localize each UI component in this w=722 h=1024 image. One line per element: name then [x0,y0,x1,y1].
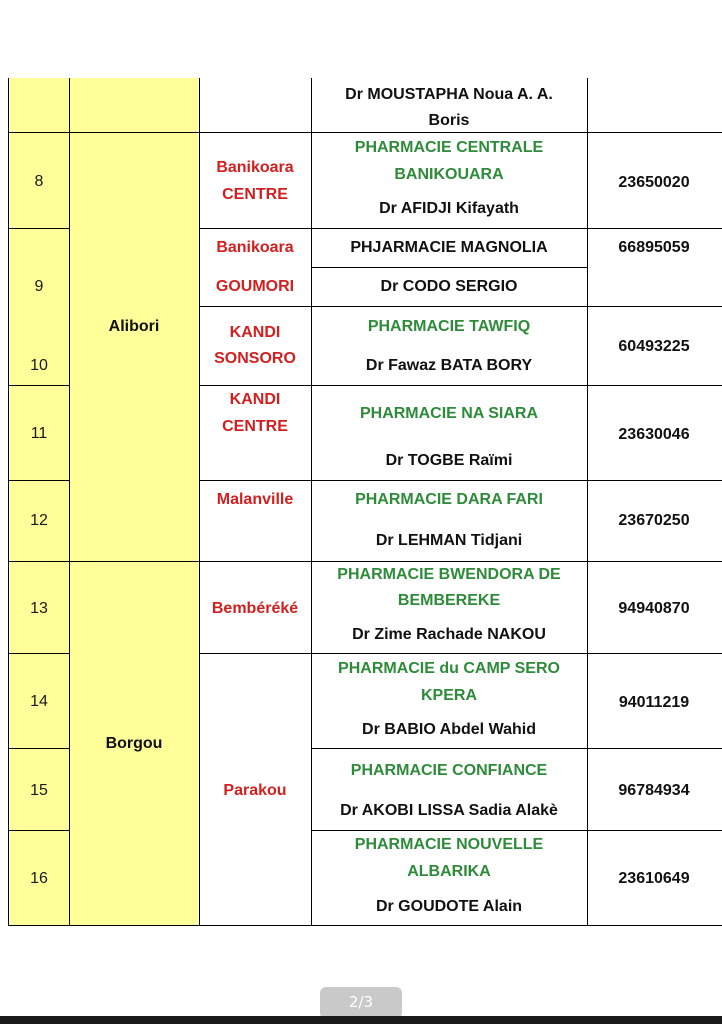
pharmacy-table [8,78,722,926]
phone-number: 23630046 [618,426,690,443]
phone-number: 23670250 [618,512,690,529]
grid-line [311,748,588,749]
grid-line [199,228,312,229]
row-number: 11 [30,425,48,442]
pharmacy-name: PHARMACIE CONFIANCE [350,762,548,779]
row-number: 12 [30,512,48,529]
grid-line [199,78,200,926]
city-name: Bembéréké [211,600,299,617]
city-name: KANDI [229,391,281,408]
grid-line [587,228,722,229]
row-number: 13 [30,600,48,617]
grid-line [199,306,312,307]
grid-line [311,267,588,268]
grid-line [311,480,588,481]
row-number: 14 [30,693,48,710]
phone-number: 66895059 [618,239,690,256]
grid-line [587,480,722,481]
doctor-name: Dr AKOBI LISSA Sadia Alakè [340,802,558,819]
grid-line [8,925,69,926]
doctor-name: Dr Fawaz BATA BORY [365,357,533,374]
grid-line [587,78,588,926]
department-borgou: Borgou [105,735,163,752]
grid-line [311,228,588,229]
row-number: 8 [34,173,44,190]
grid-line [69,78,70,926]
grid-line [311,385,588,386]
doctor-name: Dr BABIO Abdel Wahid [362,721,536,738]
row-number: 15 [30,782,48,799]
doctor-name: Dr LEHMAN Tidjani [375,532,523,549]
phone-number: 94011219 [618,694,690,711]
pharmacy-name: PHARMACIE du CAMP SERO [338,660,560,677]
grid-line [587,561,722,562]
pharmacy-name: ALBARIKA [407,863,491,880]
department-alibori: Alibori [108,318,160,335]
city-name: CENTRE [222,418,288,435]
city-name: KANDI [229,324,281,341]
row-number: 10 [30,357,48,374]
grid-line [199,561,312,562]
grid-line [69,561,200,562]
grid-line [8,132,69,133]
phone-number: 96784934 [618,782,690,799]
doctor-name: Dr TOGBE Raïmi [385,452,513,469]
pharmacy-name: PHJARMACIE MAGNOLIA [350,239,548,256]
pharmacy-name: PHARMACIE NOUVELLE [354,836,544,853]
grid-line [199,480,312,481]
grid-line [8,78,9,926]
grid-line [587,830,722,831]
grid-line [587,925,722,926]
grid-line [8,480,69,481]
page-indicator: 2/3 [320,987,402,1019]
grid-line [69,132,200,133]
doctor-name: Dr MOUSTAPHA Noua A. A. [345,86,553,103]
pharmacy-name: PHARMACIE NA SIARA [359,405,539,422]
doctor-name: Dr AFIDJI Kifayath [379,200,519,217]
pharmacy-name: PHARMACIE TAWFIQ [367,318,531,335]
city-name: Malanville [216,491,294,508]
grid-line [199,132,312,133]
grid-line [199,385,312,386]
grid-line [587,385,722,386]
pharmacy-name: BANIKOUARA [394,166,504,183]
city-name: CENTRE [222,186,288,203]
city-name: Banikoara [216,159,294,176]
grid-line [587,653,722,654]
doctor-name: Dr Zime Rachade NAKOU [352,626,546,643]
phone-number: 23650020 [618,174,690,191]
grid-line [69,925,200,926]
grid-line [311,925,588,926]
row-number: 16 [30,870,48,887]
bottom-bar [0,1016,722,1024]
pharmacy-name: KPERA [420,687,478,704]
grid-line [311,830,588,831]
grid-line [199,653,312,654]
city-name: Parakou [223,782,287,799]
doctor-name: Boris [428,112,470,129]
grid-line [587,748,722,749]
phone-number: 23610649 [618,870,690,887]
grid-line [311,653,588,654]
doctor-name: Dr CODO SERGIO [380,278,518,295]
doctor-name: Dr GOUDOTE Alain [375,898,523,915]
pharmacy-name: BEMBEREKE [397,592,501,609]
city-name: GOUMORI [215,278,295,295]
city-name: SONSORO [214,350,296,367]
phone-number: 60493225 [618,338,690,355]
grid-line [311,132,588,133]
grid-line [8,385,69,386]
grid-line [8,561,69,562]
grid-line [311,306,588,307]
grid-line [311,78,312,926]
grid-line [199,925,312,926]
grid-line [8,228,69,229]
grid-line [8,748,69,749]
grid-line [587,306,722,307]
grid-line [8,830,69,831]
grid-line [8,653,69,654]
grid-line [311,561,588,562]
row-number: 9 [34,278,44,295]
phone-number: 94940870 [618,600,690,617]
grid-line [587,132,722,133]
pharmacy-name: PHARMACIE BWENDORA DE [337,566,561,583]
city-name: Banikoara [216,239,294,256]
pharmacy-name: PHARMACIE DARA FARI [355,491,543,508]
pharmacy-name: PHARMACIE CENTRALE [354,139,544,156]
